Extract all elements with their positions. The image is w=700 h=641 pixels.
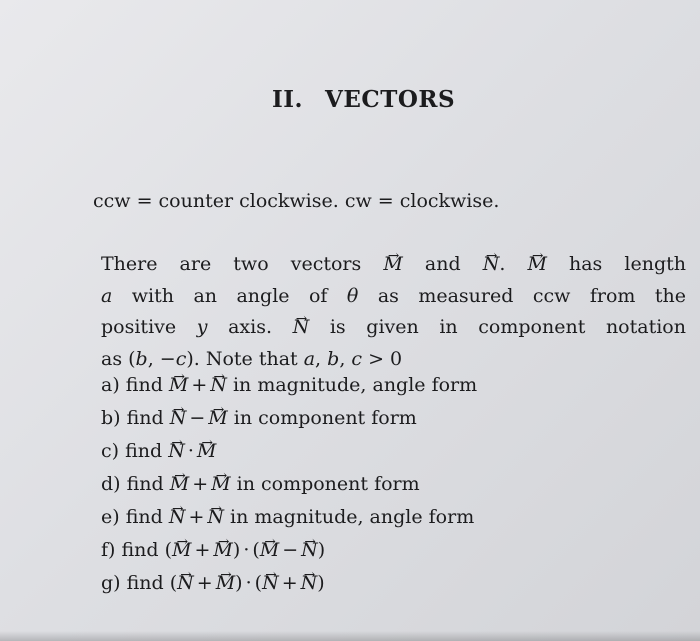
vector-term: → N bbox=[301, 534, 318, 567]
question-e bbox=[101, 501, 477, 534]
question-label: a) find bbox=[101, 374, 169, 396]
vector-term: → M bbox=[211, 468, 230, 501]
operator: + bbox=[191, 374, 208, 396]
vector-term: → M bbox=[216, 567, 235, 600]
section-title bbox=[272, 86, 455, 113]
intro-text: > 0 bbox=[362, 347, 403, 370]
question-text: in component form bbox=[227, 407, 417, 429]
variable-a: a bbox=[303, 347, 316, 370]
intro-text: , − bbox=[147, 347, 176, 370]
operator: + bbox=[188, 506, 205, 528]
vector-term: → M bbox=[213, 534, 232, 567]
intro-text: as ( bbox=[101, 347, 136, 370]
vector-term: → N bbox=[301, 567, 318, 600]
question-c bbox=[101, 435, 477, 468]
vector-term: → N bbox=[262, 567, 279, 600]
intro-text: has length bbox=[546, 253, 686, 275]
theta-symbol: θ bbox=[346, 284, 359, 307]
operator: − bbox=[282, 539, 299, 561]
definitions-line: ccw = counter clockwise. cw = clockwise. bbox=[93, 190, 500, 212]
question-text: in magnitude, angle form bbox=[223, 506, 475, 528]
intro-text: with an angle of bbox=[112, 284, 347, 307]
question-f: f) find (→ M +→ M) · (→ M −→ N) bbox=[101, 534, 477, 567]
intro-line-3 bbox=[101, 312, 686, 344]
vector-term: → N bbox=[168, 435, 185, 468]
vector-term: → M bbox=[172, 534, 191, 567]
question-label: f) find bbox=[101, 539, 165, 561]
question-label: c) find bbox=[101, 440, 169, 462]
vector-n: → N bbox=[483, 249, 500, 281]
operator: + bbox=[192, 473, 209, 495]
question-d bbox=[101, 468, 477, 501]
intro-text: as measured ccw from the bbox=[358, 284, 687, 307]
section-numeral: II. bbox=[272, 86, 304, 113]
intro-line-1 bbox=[101, 249, 686, 281]
variable-y: y bbox=[196, 316, 208, 338]
question-text: in component form bbox=[230, 473, 420, 495]
variable-b: b bbox=[135, 347, 148, 370]
vector-term: → M bbox=[170, 468, 189, 501]
vector-term: → N bbox=[210, 369, 227, 402]
operator: − bbox=[189, 407, 206, 429]
question-a bbox=[101, 369, 477, 402]
intro-line-2 bbox=[101, 281, 686, 313]
intro-text: , bbox=[339, 347, 352, 370]
vector-term: → M bbox=[197, 435, 216, 468]
intro-text: positive bbox=[101, 316, 197, 338]
question-label: b) find bbox=[101, 407, 170, 429]
vector-term: → N bbox=[170, 402, 187, 435]
vector-term: → M bbox=[260, 534, 279, 567]
vector-n: → N bbox=[293, 312, 310, 344]
vector-m: → M bbox=[383, 249, 402, 281]
question-b bbox=[101, 402, 477, 435]
question-list bbox=[101, 369, 477, 600]
intro-text: There are two vectors bbox=[101, 253, 384, 275]
variable-c: c bbox=[175, 347, 187, 370]
intro-text: axis. bbox=[207, 316, 293, 338]
section-heading: VECTORS bbox=[325, 86, 456, 113]
intro-text: . bbox=[499, 253, 528, 275]
operator: · bbox=[187, 440, 194, 462]
variable-a: a bbox=[101, 284, 113, 307]
question-g: g) find (→ N +→ M) · (→ N +→ N) bbox=[101, 567, 477, 600]
vector-term: → N bbox=[169, 501, 186, 534]
operator: · bbox=[245, 572, 252, 594]
intro-text: and bbox=[402, 253, 483, 275]
question-label: g) find bbox=[101, 572, 170, 594]
intro-text: ). Note that bbox=[186, 347, 304, 370]
variable-b: b bbox=[327, 347, 340, 370]
operator: · bbox=[243, 539, 250, 561]
vector-term: → M bbox=[208, 402, 227, 435]
question-label: d) find bbox=[101, 473, 170, 495]
operator: + bbox=[196, 572, 213, 594]
question-text: in magnitude, angle form bbox=[226, 374, 478, 396]
vector-m: → M bbox=[527, 249, 546, 281]
intro-text: is given in component notation bbox=[309, 316, 686, 338]
variable-c: c bbox=[351, 347, 363, 370]
page-edge-shadow bbox=[0, 631, 700, 641]
vector-term: → N bbox=[177, 567, 194, 600]
intro-text: , bbox=[315, 347, 328, 370]
operator: + bbox=[194, 539, 211, 561]
vector-term: → M bbox=[169, 369, 188, 402]
problem-intro bbox=[101, 249, 686, 375]
vector-term: → N bbox=[207, 501, 224, 534]
question-label: e) find bbox=[101, 506, 169, 528]
operator: + bbox=[281, 572, 298, 594]
